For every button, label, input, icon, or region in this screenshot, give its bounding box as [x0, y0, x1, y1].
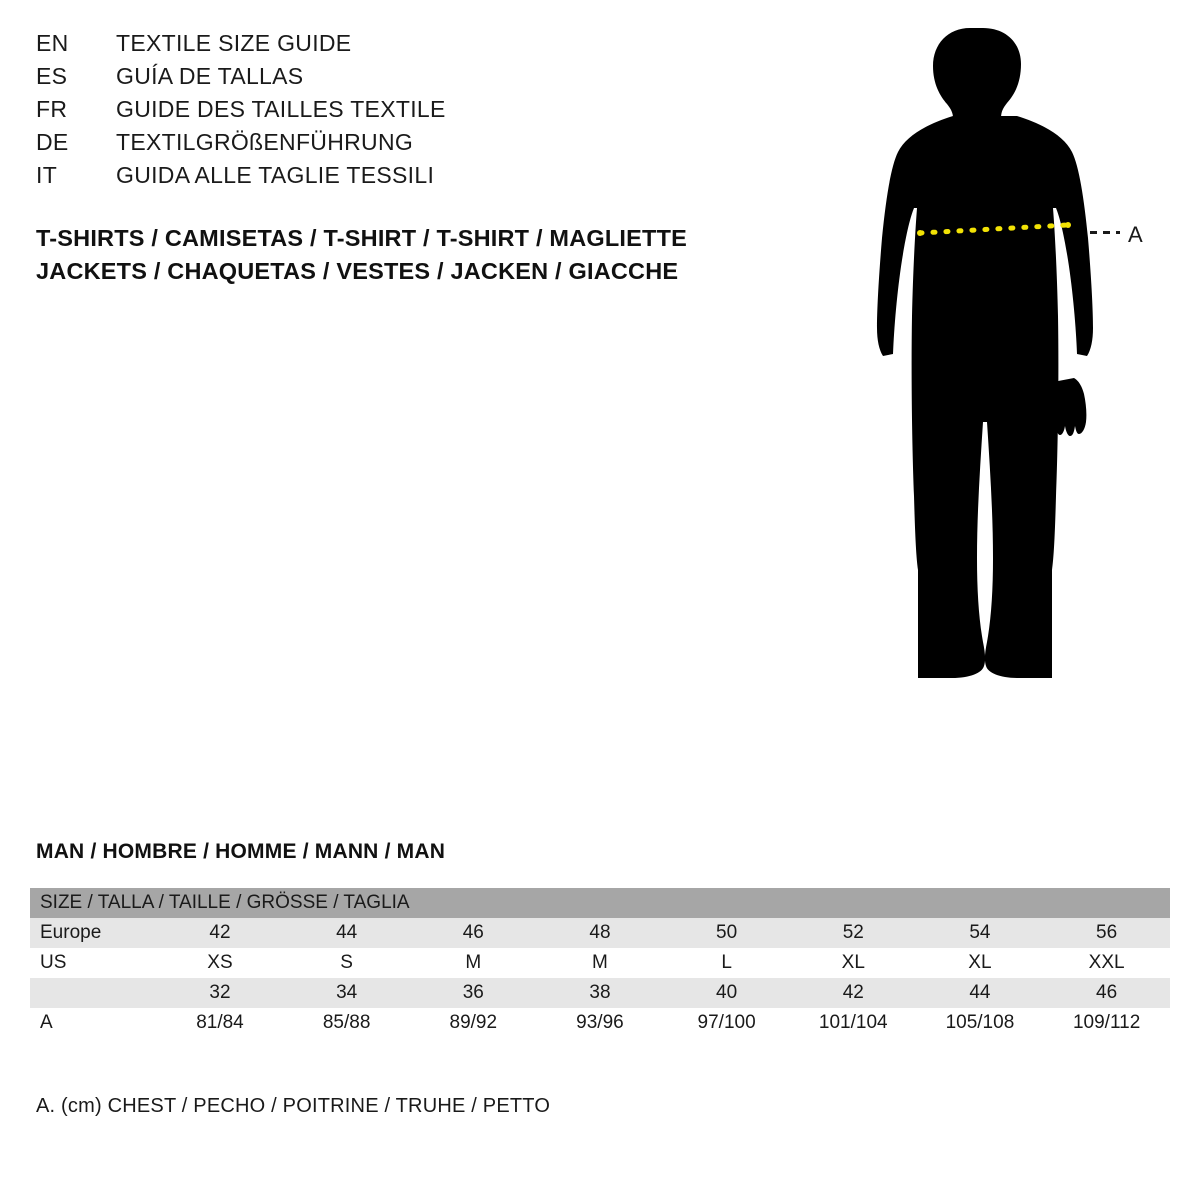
cell: 56: [1043, 918, 1170, 948]
cell: 85/88: [283, 1008, 410, 1038]
table-header-label: SIZE / TALLA / TAILLE / GRÖSSE / TAGLIA: [30, 888, 1170, 918]
callout-leader-line: [1090, 231, 1120, 234]
cell: 46: [410, 918, 537, 948]
cell: 81/84: [157, 1008, 284, 1038]
cell: 46: [1043, 978, 1170, 1008]
table-header-row: [30, 888, 1170, 918]
cell: 34: [283, 978, 410, 1008]
cell: XS: [157, 948, 284, 978]
cell: 40: [663, 978, 790, 1008]
man-silhouette-figure: [820, 20, 1180, 800]
table-footnote: A. (cm) CHEST / PECHO / POITRINE / TRUHE / PETTO: [36, 1095, 551, 1117]
language-code: FR: [36, 96, 68, 122]
row-label-a: A: [30, 1008, 157, 1038]
language-title: GUÍA DE TALLAS: [116, 63, 304, 89]
language-row: [36, 30, 736, 63]
cell: 101/104: [790, 1008, 917, 1038]
cell: 97/100: [663, 1008, 790, 1038]
language-code: IT: [36, 162, 58, 188]
cell: M: [537, 948, 664, 978]
cell: 42: [157, 918, 284, 948]
language-title: TEXTILE SIZE GUIDE: [116, 30, 352, 56]
category-tshirts: T-SHIRTS / CAMISETAS / T-SHIRT / T-SHIRT / MAGLIETTE: [36, 225, 687, 251]
language-row: [36, 162, 736, 195]
language-row: [36, 129, 736, 162]
cell: XXL: [1043, 948, 1170, 978]
cell: 48: [537, 918, 664, 948]
row-label-us: US: [30, 948, 157, 978]
cell: 89/92: [410, 1008, 537, 1038]
cell: XL: [790, 948, 917, 978]
row-label-numeric: [30, 978, 157, 1008]
cell: 38: [537, 978, 664, 1008]
size-table: [30, 888, 1170, 1038]
cell: 44: [917, 978, 1044, 1008]
cell: 44: [283, 918, 410, 948]
language-title: GUIDA ALLE TAGLIE TESSILI: [116, 162, 435, 188]
cell: 105/108: [917, 1008, 1044, 1038]
cell: 93/96: [537, 1008, 664, 1038]
table-row: [30, 978, 1170, 1008]
language-code: ES: [36, 63, 68, 89]
language-title: GUIDE DES TAILLES TEXTILE: [116, 96, 446, 122]
table-row: [30, 1008, 1170, 1038]
cell: 54: [917, 918, 1044, 948]
language-title-block: [36, 30, 736, 195]
cell: 32: [157, 978, 284, 1008]
cell: M: [410, 948, 537, 978]
cell: 50: [663, 918, 790, 948]
table-row: [30, 918, 1170, 948]
language-row: [36, 63, 736, 96]
cell: 109/112: [1043, 1008, 1170, 1038]
cell: L: [663, 948, 790, 978]
language-code: EN: [36, 30, 69, 56]
table-section-title: MAN / HOMBRE / HOMME / MANN / MAN: [36, 840, 446, 863]
cell: S: [283, 948, 410, 978]
table-row: [30, 948, 1170, 978]
language-row: [36, 96, 736, 129]
language-title: TEXTILGRÖßENFÜHRUNG: [116, 129, 414, 155]
cell: 36: [410, 978, 537, 1008]
cell: XL: [917, 948, 1044, 978]
language-code: DE: [36, 129, 69, 155]
cell: 52: [790, 918, 917, 948]
cell: 42: [790, 978, 917, 1008]
garment-category-block: [36, 222, 796, 288]
category-jackets: JACKETS / CHAQUETAS / VESTES / JACKEN / GIACCHE: [36, 258, 679, 284]
row-label-europe: Europe: [30, 918, 157, 948]
callout-label-a: A: [1128, 222, 1143, 247]
